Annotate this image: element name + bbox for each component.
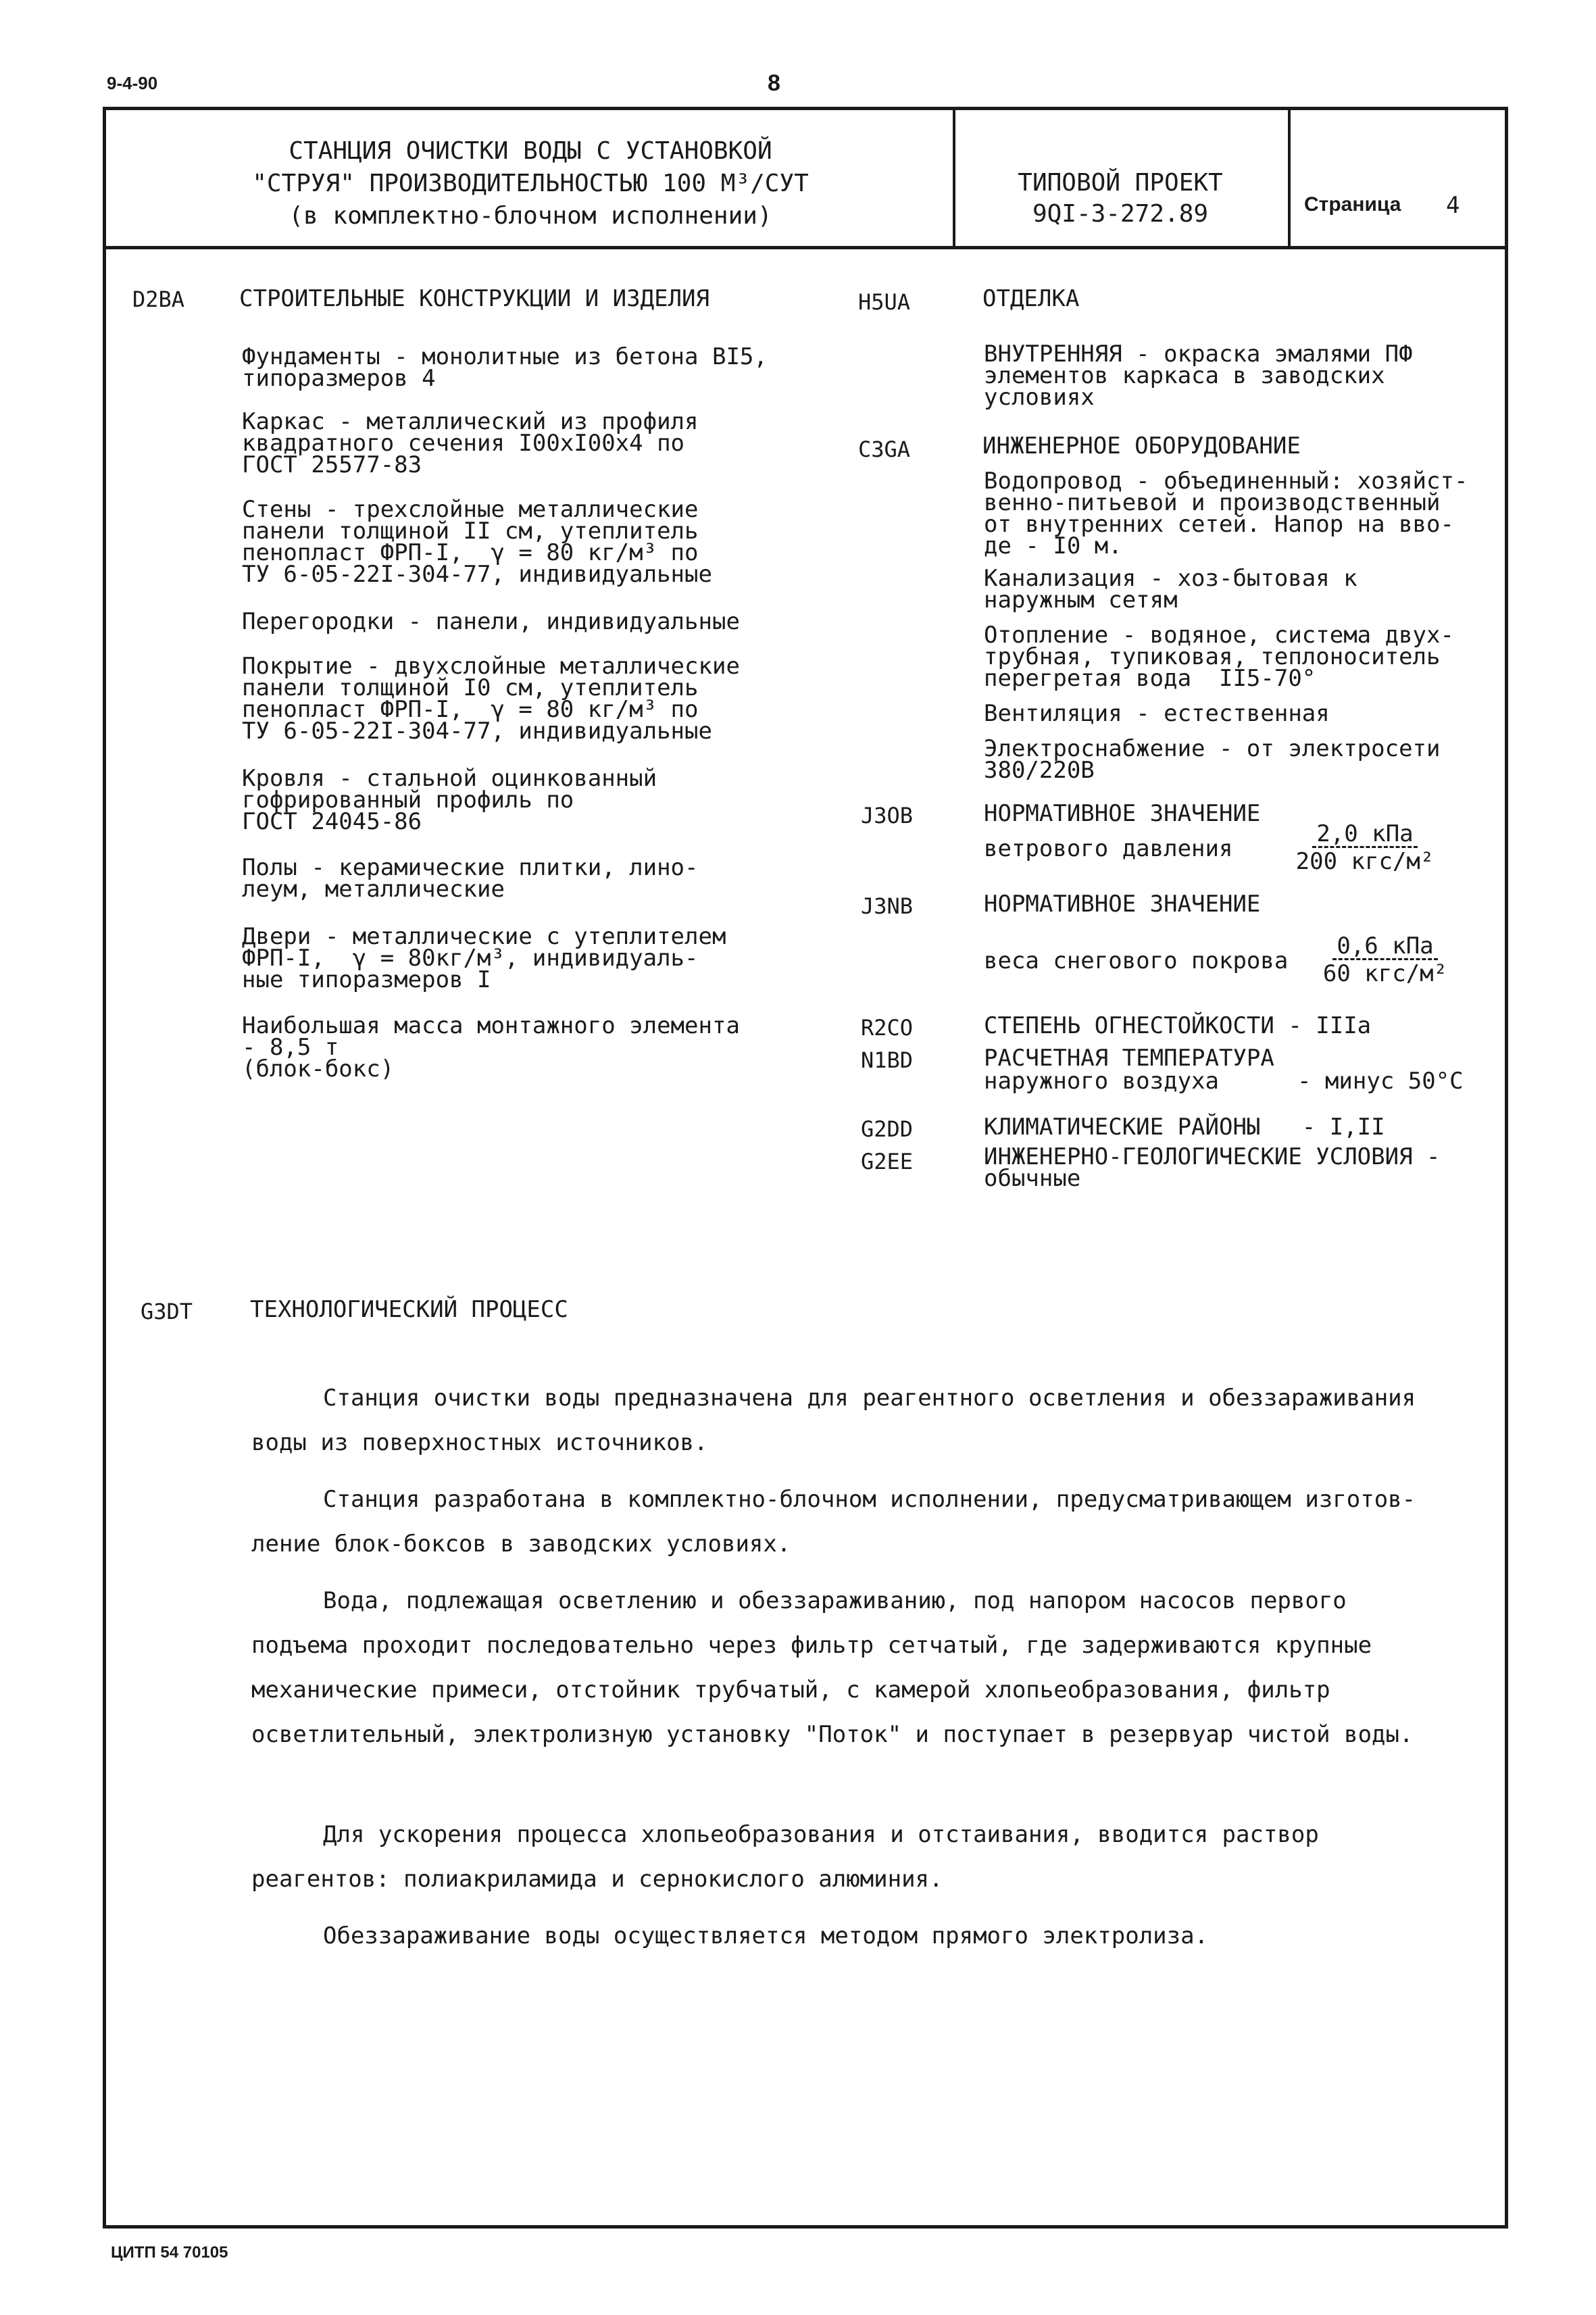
process-heading: ТЕХНОЛОГИЧЕСКИЙ ПРОЦЕСС	[250, 1296, 568, 1323]
climate-regions: КЛИМАТИЧЕСКИЕ РАЙОНЫ - I,II	[984, 1114, 1385, 1141]
project-type	[958, 168, 1282, 230]
finish-heading: ОТДЕЛКА	[982, 285, 1080, 312]
temp-heading: РАСЧЕТНАЯ ТЕМПЕРАТУРА	[984, 1045, 1274, 1072]
project-title: СТАНЦИЯ ОЧИСТКИ ВОДЫ С УСТАНОВКОЙ "СТРУЯ" ПРОИЗВОДИТЕЛЬНОСТЬЮ 100 М³/СУТ (в комплектно-блочном исполнении)	[252, 137, 809, 230]
document-code: 9-4-90	[107, 73, 158, 93]
climate-code: G2DD	[861, 1116, 914, 1142]
engineering-code: C3GA	[858, 437, 911, 462]
wind-code: J3OB	[861, 803, 914, 828]
wind-kpa: 2,0 кПа	[1312, 822, 1417, 848]
header-divider	[103, 246, 1508, 249]
sheet-mark: 8	[768, 70, 780, 96]
temp-value: - минус 50°С	[1297, 1068, 1464, 1095]
wind-kgs: 200 кгс/м²	[1295, 848, 1435, 875]
process-paragraph: Для ускорения процесса хлопьеобразования и отстаивания, вводится раствор реагентов: полиакриламида и сернокислого алюминия.	[251, 1821, 1319, 1893]
footer-stamp: ЦИТП 54 70105	[111, 2243, 228, 2262]
item-roof-covering: Покрытие - двухслойные металлические панели толщиной I0 см, утеплитель пенопласт ФРП-I, γ = 80 кг/м³ по ТУ 6-05-22I-304-77, индивидуальные	[242, 653, 740, 745]
snow-code: J3NB	[861, 893, 914, 919]
engineering-heading: ИНЖЕНЕРНОЕ ОБОРУДОВАНИЕ	[982, 432, 1301, 459]
item-doors: Двери - металлические с утеплителем ФРП-I, γ = 80кг/м³, индивидуаль- ные типоразмеров I	[242, 923, 726, 993]
finish-code: H5UA	[858, 289, 911, 315]
wind-value	[1291, 820, 1439, 875]
process-code: G3DT	[141, 1299, 193, 1324]
page-number: 4	[1446, 192, 1460, 219]
section-heading: СТРОИТЕЛЬНЫЕ КОНСТРУКЦИИ И ИЗДЕЛИЯ	[239, 285, 709, 312]
temp-label: наружного воздуха	[984, 1068, 1219, 1095]
eng-sewerage: Канализация - хоз-бытовая к наружным сетям	[984, 565, 1357, 614]
section-code: D2BA	[132, 287, 185, 312]
snow-kgs: 60 кгс/м²	[1322, 960, 1448, 987]
project-number: 9QI-3-272.89	[1032, 200, 1209, 228]
item-foundations: Фундаменты - монолитные из бетона BI5, типоразмеров 4	[242, 343, 768, 392]
geo-conditions: ИНЖЕНЕРНО-ГЕОЛОГИЧЕСКИЕ УСЛОВИЯ - обычные	[984, 1143, 1441, 1192]
wind-heading: НОРМАТИВНОЕ ЗНАЧЕНИЕ	[984, 800, 1261, 827]
wind-label: ветрового давления	[984, 835, 1233, 862]
item-max-mass: Наибольшая масса монтажного элемента - 8,5 т (блок-бокс)	[242, 1012, 740, 1082]
eng-ventilation: Вентиляция - естественная	[984, 700, 1330, 727]
finish-text: ВНУТРЕННЯЯ - окраска эмалями ПФ элементов каркаса в заводских условиях	[984, 341, 1413, 411]
process-paragraph: Вода, подлежащая осветлению и обеззараживанию, под напором насосов первого подъема проходит последовательно через фильтр сетчатый, где задерживаются крупные механические примеси, отстойник трубчатый, с камерой хлопьеобразования, фильтр осветлительный, электролизную установку "Поток" и поступает в резервуар чистой воды.	[251, 1587, 1414, 1748]
fire-code: R2CO	[861, 1015, 914, 1041]
snow-label: веса снегового покрова	[984, 947, 1289, 974]
item-partitions: Перегородки - панели, индивидуальные	[242, 608, 740, 635]
page-label: Страница	[1304, 193, 1401, 216]
header-separator-1	[953, 107, 955, 249]
eng-power: Электроснабжение - от электросети 380/220В	[984, 735, 1441, 784]
process-paragraph: Станция очистки воды предназначена для реагентного осветления и обеззараживания воды из поверхностных источников.	[251, 1385, 1416, 1456]
eng-heating: Отопление - водяное, система двух- трубная, тупиковая, теплоноситель перегретая вода II5-70°	[984, 622, 1454, 692]
geo-code: G2EE	[861, 1149, 914, 1174]
snow-value	[1318, 932, 1453, 987]
process-paragraph: Обеззараживание воды осуществляется методом прямого электролиза.	[323, 1922, 1209, 1949]
snow-kpa: 0,6 кПа	[1332, 934, 1437, 960]
header-separator-2	[1288, 107, 1291, 249]
process-paragraph: Станция разработана в комплектно-блочном исполнении, предусматривающем изготов-ление блок-боксов в заводских условиях.	[251, 1486, 1416, 1558]
item-roofing: Кровля - стальной оцинкованный гофрированный профиль по ГОСТ 24045-86	[242, 765, 657, 835]
item-floors: Полы - керамические плитки, лино- леум, металлические	[242, 854, 699, 903]
item-walls: Стены - трехслойные металлические панели толщиной II см, утеплитель пенопласт ФРП-I, γ = 80 кг/м³ по ТУ 6-05-22I-304-77, индивидуальные	[242, 496, 712, 588]
project-label: ТИПОВОЙ ПРОЕКТ	[1018, 169, 1223, 197]
eng-water-supply: Водопровод - объединенный: хозяйст- венно-питьевой и производственный от внутренних сетей. Напор на вво- де - I0 м.	[984, 468, 1468, 559]
snow-heading: НОРМАТИВНОЕ ЗНАЧЕНИЕ	[984, 891, 1261, 918]
fire-resistance: СТЕПЕНЬ ОГНЕСТОЙКОСТИ - IIIа	[984, 1012, 1372, 1039]
item-frame: Каркас - металлический из профиля квадратного сечения I00xI00x4 по ГОСТ 25577-83	[242, 408, 699, 478]
temp-code: N1BD	[861, 1047, 914, 1073]
